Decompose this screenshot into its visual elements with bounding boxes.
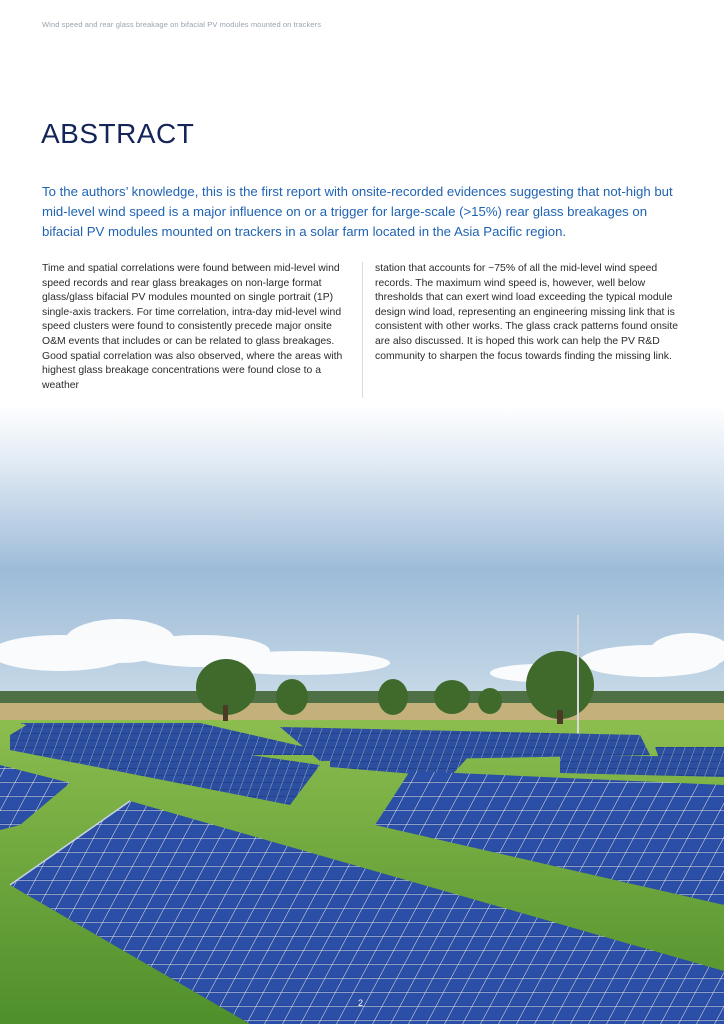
page-number: 2 [358,998,364,1008]
page-title: ABSTRACT [41,118,195,149]
abstract-lead-paragraph: To the authors’ knowledge, this is the first report with onsite-recorded evidences suggesting that not-high but mid-level wind speed is a major influence on or a trigger for large-scale (>15%) rear glass breakages on bifacial PV modules mounted on trackers in a solar farm located in the Asia Pacific region. [42,184,673,239]
solar-farm-photo [0,405,724,1024]
treeline [0,691,724,705]
abstract-body-left-column: Time and spatial correlations were found between mid-level wind speed records and rear glass breakages on non-large format glass/glass bifacial PV modules mounted on single portrait (1P) single-axis trackers. For time correlation, intra-day mid-level wind speed clusters were found to consistently precede major onsite O&M events that includes or can be related to glass breakages. Good spatial correlation was also observed, where the areas with highest glass breakage concentrations were found close to a weather [42,263,343,391]
column-divider [362,262,363,398]
running-header: Wind speed and rear glass breakage on bifacial PV modules mounted on trackers [42,20,322,29]
abstract-body-right-column: station that accounts for ~75% of all the mid-level wind speed records. The maximum wind speed is, however, well below thresholds that can exert wind load exceeding the typical module design wind load, representing an engineering missing link that is consistent with other works. The glass crack patterns found onsite are also discussed. It is hoped this work can help the PV R&D community to sharpen the focus towards finding the missing link. [375,263,679,362]
